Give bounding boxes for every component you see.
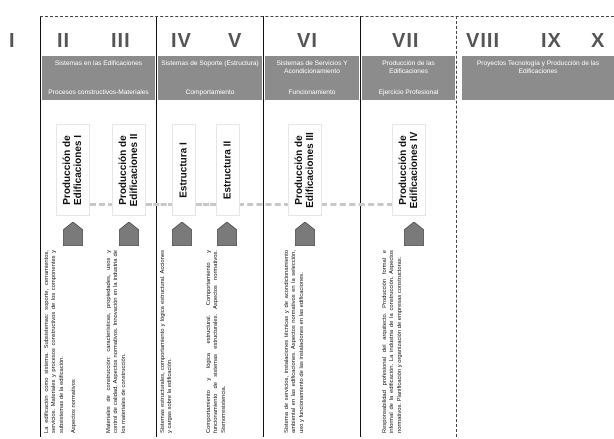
group-band-sistemas-edificaciones bbox=[42, 56, 155, 100]
group-band-proyectos bbox=[462, 56, 614, 100]
course-title: Producción de Edificaciones IV bbox=[398, 131, 420, 209]
column-divider-dashed bbox=[456, 16, 457, 437]
semester-iii-label: III bbox=[111, 30, 131, 52]
group-title: Proyectos Tecnología y Producción de las Edificaciones bbox=[476, 60, 600, 75]
group-band-produccion bbox=[362, 56, 455, 100]
top-dashed-rule bbox=[40, 16, 614, 17]
group-band-sistemas-servicios bbox=[265, 56, 359, 100]
description-text: Aspectos normativos bbox=[71, 379, 78, 433]
course-box-produccion-iii bbox=[288, 124, 322, 216]
course-title: Producción de Edificaciones I bbox=[62, 134, 84, 206]
description-estructura-i bbox=[160, 250, 204, 433]
semester-iv-label: IV bbox=[171, 30, 192, 52]
description-text: Comportamiento y lógica estructural. Comportamiento y funcionamiento de sistemas estructurales. Aspectos normativos. Sismorresistencia. bbox=[206, 250, 227, 433]
course-connector bbox=[90, 203, 114, 206]
description-produccion-ii bbox=[106, 250, 154, 433]
pentagon-marker-icon bbox=[63, 222, 83, 246]
column-divider bbox=[360, 16, 361, 437]
pentagon-marker-icon bbox=[172, 222, 192, 246]
course-connector bbox=[146, 203, 174, 206]
pentagon-marker-icon bbox=[404, 222, 424, 246]
description-text: La edificación como sistema. Subsistemas: soporte, cerramientos, servicios. Materiales y procesos constructivos de los componentes y subsistemas de la edificación. bbox=[44, 250, 65, 433]
semester-v-label: V bbox=[228, 30, 243, 52]
group-band-sistemas-soporte bbox=[158, 56, 262, 100]
semester-ix-label: IX bbox=[541, 30, 562, 52]
group-subtitle: Funcionamiento bbox=[288, 89, 336, 96]
pentagon-marker-icon bbox=[295, 222, 315, 246]
semester-x-label: X bbox=[591, 30, 606, 52]
course-connector bbox=[238, 203, 290, 206]
course-box-produccion-i bbox=[56, 124, 90, 216]
course-title: Producción de Edificaciones II bbox=[118, 133, 140, 207]
group-subtitle: Procesos constructivos-Materiales bbox=[48, 89, 149, 96]
course-box-produccion-iv bbox=[392, 124, 426, 216]
group-subtitle: Ejercicio Profesional bbox=[378, 89, 439, 96]
description-text: Sistema de servicios, instalaciones técnicas y de acondicionamiento ambiental en las edificaciones. Aspectos normativos en la selección, uso y funcionamiento de las instalaciones en las edificaciones. bbox=[284, 250, 305, 433]
pentagon-marker-icon bbox=[119, 222, 139, 246]
description-produccion-iv bbox=[382, 250, 454, 433]
course-connector bbox=[196, 203, 216, 206]
group-title: Producción de las Edificaciones bbox=[382, 60, 435, 75]
column-divider bbox=[40, 16, 41, 437]
description-text: Responsabilidad profesional del arquitecto. Producción formal e informal de la edificación. La industria de la construcción. Aspectos normativos. Planificación y organización de empresas constructoras. bbox=[382, 250, 403, 433]
course-title: Estructura II bbox=[222, 140, 234, 200]
course-title: Producción de Edificaciones III bbox=[294, 132, 316, 208]
description-estructura-ii bbox=[206, 250, 260, 433]
course-box-estructura-i bbox=[172, 124, 196, 216]
course-connector bbox=[321, 203, 393, 206]
description-text: Materiales de construcción: características, propiedades, usos y control de calidad. Aspectos normativos. Innovación en la industria de los materiales de construcción. bbox=[106, 250, 127, 433]
description-produccion-i bbox=[44, 250, 102, 433]
course-box-produccion-ii bbox=[112, 124, 146, 216]
description-text: Sistemas estructurales, comportamiento y lógica estructural. Acciones y cargas sobre la edificación. bbox=[160, 250, 174, 433]
semester-i-label: I bbox=[9, 30, 16, 52]
semester-ii-label: II bbox=[57, 30, 71, 52]
semester-viii-label: VIII bbox=[466, 30, 501, 52]
course-box-estructura-ii bbox=[216, 124, 240, 216]
pentagon-marker-icon bbox=[217, 222, 237, 246]
group-title: Sistemas de Soporte (Estructura) bbox=[161, 60, 259, 67]
column-divider bbox=[263, 16, 264, 437]
group-title: Sistemas en las Edificaciones bbox=[54, 60, 143, 67]
course-title: Estructura I bbox=[178, 142, 190, 198]
column-divider bbox=[156, 16, 157, 437]
semester-vi-label: VI bbox=[297, 30, 318, 52]
semester-vii-label: VII bbox=[392, 30, 420, 52]
description-produccion-iii bbox=[284, 250, 358, 433]
group-title: Sistemas de Servicios Y Acondicionamiento bbox=[276, 60, 348, 75]
group-subtitle: Comportamiento bbox=[185, 89, 235, 96]
